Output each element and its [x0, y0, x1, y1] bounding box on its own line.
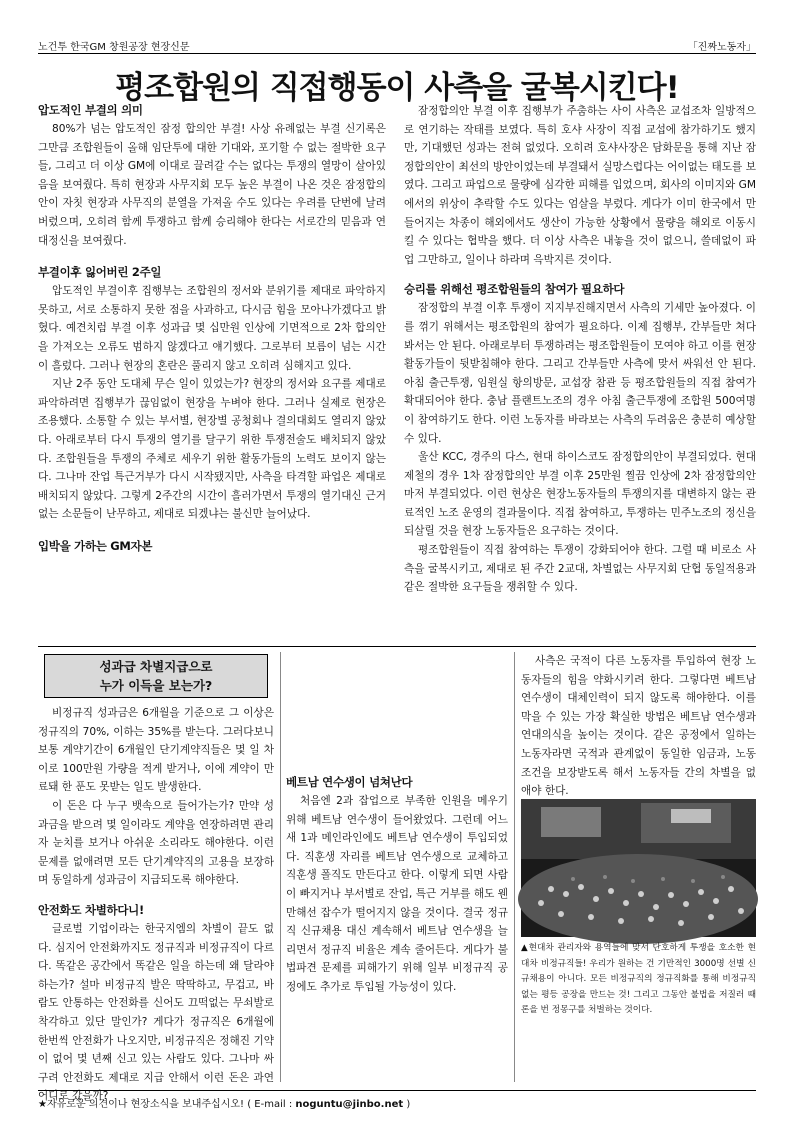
header-left: 노건투 한국GM 창원공장 현장신문	[38, 42, 190, 53]
footer-text-end: )	[403, 1099, 411, 1110]
section1-paragraph: 80%가 넘는 압도적인 잠정 합의안 부결! 사상 유례없는 부결 신기록은 그만큼 조합원들이 올해 임단투에 대한 기대와, 포기할 수 없는 절박한 요구들, 그리고 더 이상 GM에 이대로 끌려갈 수는 없다는 투쟁의 열망이 살아있음을 보여줬다. 특히 현장과 사무지회 모두 높은 부결이 나온 것은 잠정합의안이 자칫 현장과 사무직의 분열을 가져올 수도 있다는 우려를 단번에 날려버렸으며, 오히려 함께 투쟁하고 함께 승리해야 한다는 서로간의 믿음과 연대정신을 보여줬다.	[38, 123, 386, 247]
section7-paragraph-2: 사측은 국적이 다른 노동자를 투입하여 현장 노동자들의 힘을 약화시키려 한다. 그렇다면 베트남 연수생이 대체인력이 되지 않도록 해야한다. 이를 막을 수 있는 가장 확실한 방법은 베트남 연수생과 연대의식을 높이는 것이다. 같은 공정에서 일하는 노동자라면 국적과 관계없이 동일한 임금과, 노동조건을 보장받도록 해서 노동자들 간의 차별을 없애야 한다.	[521, 655, 756, 798]
protest-photo	[521, 799, 756, 937]
section4-paragraph-1: 잠정합의 부결 이후 투쟁이 지지부진해지면서 사측의 기세만 높아졌다. 이를 꺾기 위해서는 평조합원의 참여가 필요하다. 이제 집행부, 간부들만 쳐다봐서는 안 된다. 아래로부터 투쟁하려는 평조합원들이 모여야 하고 이를 현장활동가들이 뒷받침해야 한다. 그리고 간부들만 사측에 맞서 싸워선 안 된다. 아침 출근투쟁, 임원실 항의방문, 교섭장 참관 등 평조합원들의 직접 참여가 확대되어야 한다. 충남 플랜트노조의 경우 아침 출근투쟁에 조합원 500여명이 참여하기도 한다. 이런 노동자를 바라보는 사측의 두려움은 충분히 예상할 수 있다.	[404, 302, 756, 445]
page-header	[38, 38, 756, 52]
page-footer	[38, 1095, 410, 1110]
page-title: 평조합원의 직접행동이 사측을 굴복시킨다!	[115, 70, 679, 106]
bonus-discrimination-box	[44, 654, 268, 698]
section2-paragraph-1: 압도적인 부결이후 집행부는 조합원의 정서와 분위기를 제대로 파악하지 못하고, 서로 소통하지 못한 점을 사과하고, 다시금 힘을 모아나가겠다고 밝혔다. 예견치럼 부결 이후 성과급 몇 십만원 인상에 기면적으로 2차 합의안을 가져오는 오류도 범하지 않겠다고 얘기했다. 그로부터 보름이 넘는 시간이 흘렀다. 그러나 현장의 혼란은 풀리지 않고 오히려 심해지고 있다.	[38, 285, 386, 372]
box-title-line-2: 누가 이득을 보는가?	[99, 678, 213, 693]
header-right: 「진짜노동자」	[687, 42, 756, 53]
section2-heading: 부결이후 잃어버린 2주일	[38, 265, 162, 280]
lower-column-2	[286, 652, 508, 1092]
header-rule	[38, 53, 756, 54]
section7-heading: 베트남 연수생이 넘쳐난다	[286, 775, 413, 789]
section6-heading: 안전화도 차별하다니!	[38, 902, 144, 917]
lower-column-3	[521, 652, 756, 798]
footer-email: noguntu@jinbo.net	[295, 1099, 404, 1110]
section-divider-rule	[38, 646, 756, 647]
section2-paragraph-2: 지난 2주 동안 도대체 무슨 일이 있었는가? 현장의 정서와 요구를 제대로 파악하려면 집행부가 끊임없이 현장을 누벼야 한다. 그러나 실제로 현장은 조용했다. 소통할 수 있는 부서별, 현장별 공청회나 결의대회도 열리지 않았다. 아래로부터 다시 투쟁의 열기를 달구기 위한 투쟁전술도 배치되지 않았다. 조합원들을 투쟁의 주체로 세우기 위한 활동가들의 노력도 보이지 않는다. 그나마 잔업 특근거부가 다시 시작됐지만, 사측을 타격할 파업은 제대로 배치되지 않았다. 그렇게 2주간의 시간이 흘러가면서 투쟁의 열기대신 근거없는 소문들이 난무하고, 제대로 되겠냐는 불신만 늘어났다.	[38, 378, 386, 521]
lower-column-1	[38, 652, 274, 1103]
section5-paragraph-1: 비정규직 성과금은 6개월을 기준으로 그 이상은 정규직의 70%, 이하는 35%를 받는다. 그러다보니 보통 계약기간이 6개월인 단기계약직들은 몇 일 차이로 100만원 가량을 적게 받거나, 이에 계약이 만료돼 한 푼도 못받는 일도 발생한다.	[38, 707, 274, 794]
section3-paragraph: 잠정합의안 부결 이후 집행부가 주춤하는 사이 사측은 교섭조차 일방적으로 연기하는 작태를 보였다. 특히 호샤 사장이 직접 교섭에 참가하기도 했지만, 기대했던 성과는 전혀 없었다. 오히려 호샤사장은 담화문을 통해 지난 잠정합의안이 최선의 방안이었는데 부결돼서 실망스럽다는 어이없는 태도를 보였다. 그리고 파업으로 물량에 심각한 피해를 입었으며, 회사의 이미지와 GM에서의 위상이 추락할 수도 있다는 엄살을 부렸다. 게다가 이미 한국에서 만들어지는 차종이 해외에서도 생산이 가능한 상황에서 물량을 해외로 이동시킬 수 있다는 협박을 했다. 더 이상 사측은 내놓을 것이 없으니, 쓸데없이 파업 그만하고, 일이나 하라며 윽박지른 것이다.	[404, 105, 756, 266]
section6-paragraph: 글로벌 기업이라는 한국지엠의 차별이 끝도 없다. 심지어 안전화까지도 정규직과 비정규직이 다르다. 똑같은 공간에서 똑같은 일을 하는데 왜 달라야 하는가? 설마 비정규직 발은 딱딱하고, 무겁고, 바람도 안통하는 안전화를 신어도 끄떡없는 무쇠발로 착각하고 있단 말인가? 게다가 정규직은 6개월에 한번씩 안전화가 나오지만, 비정규직은 정해진 기약이 없어 몇 년째 신고 있는 사람도 있다. 그나마 싸구려 안전화도 제대로 지급 안해서 이런 돈은 과연 어디로 갔을까?	[38, 922, 274, 1103]
section5-paragraph-2: 이 돈은 다 누구 뱃속으로 들어가는가? 만약 성과금을 받으려 몇 일이라도 계약을 연장하려면 관리자 눈치를 보거나 아쉬운 소리라도 해야한다. 이런 문제를 없애려면 모든 단기계약직의 고용을 보장하며 동일하게 성과금이 지급되도록 해야한다.	[38, 799, 274, 887]
protest-photo-image	[521, 799, 756, 937]
section4-paragraph-3: 평조합원들이 직접 참여하는 투쟁이 강화되어야 한다. 그럴 때 비로소 사측을 굴복시키고, 제대로 된 주간 2교대, 차별없는 사무지회 단협 동일적용과 같은 절박한 요구들을 쟁취할 수 있다.	[404, 544, 756, 594]
footer-text: ★자유로운 의견이나 현장소식을 보내주십시오! ( E-mail :	[38, 1099, 296, 1110]
section3-heading: 입박을 가하는 GM자본	[38, 538, 153, 553]
section1-heading: 압도적인 부결의 의미	[38, 103, 143, 117]
column-divider-2	[514, 652, 515, 1082]
upper-left-column	[38, 100, 386, 635]
box-title-line-1: 성과급 차별지급으로	[99, 659, 213, 674]
upper-right-column	[404, 102, 756, 632]
section4-heading: 승리를 위해선 평조합원들의 참여가 필요하다	[404, 282, 625, 297]
footer-rule	[38, 1090, 756, 1091]
section4-paragraph-2: 울산 KCC, 경주의 다스, 현대 하이스코도 잠정합의안이 부결되었다. 현대제철의 경우 1차 잠정합의안 부결 이후 25만원 찔끔 인상에 2차 잠정합의안마저 부결되었다. 이런 현상은 현장노동자들의 투쟁의지를 대변하지 않는 관료적인 노조 운영의 결과물이다. 직접 참여하고, 투쟁하는 민주노조의 정신을 되살릴 것을 현장 노동자들은 요구하는 것이다.	[404, 451, 756, 538]
column-divider-1	[280, 652, 281, 1082]
section7-paragraph-1: 처음엔 2과 잡업으로 부족한 인원을 메우기 위해 베트남 연수생이 들어왔었다. 그런데 어느새 1과 메인라인에도 베트남 연수생이 투입되었다. 직훈생 자리를 베트남 연수생으로 교체하고 직훈생 폴직도 만든다고 한다. 이렇게 되면 사람이 빠지거나 부서별로 잔업, 특근 거부를 해도 웬만해선 잡수가 떨어지지 않을 것이다. 결국 정규직 신규채용 대신 계속해서 베트남 연수생을 늘리면서 정규직 비율은 계속 줄어든다. 게다가 불법파견 문제를 피해가기 위해 일부 비정규직 공정에도 추가로 투입될 가능성이 있다.	[286, 795, 508, 993]
photo-caption: ▲현대차 관리자와 용역들에 맞서 단호하게 투쟁을 호소한 현대차 비정규직들! 우리가 원하는 건 기만적인 3000명 선별 신규채용이 아니다. 모든 비정규직의 정규직화를 통해 비정규직 없는 평등 공장을 만드는 것! 그리고 그동안 불법을 저질러 때론을 번 정몽구를 처벌하는 것이다.	[521, 943, 756, 1016]
